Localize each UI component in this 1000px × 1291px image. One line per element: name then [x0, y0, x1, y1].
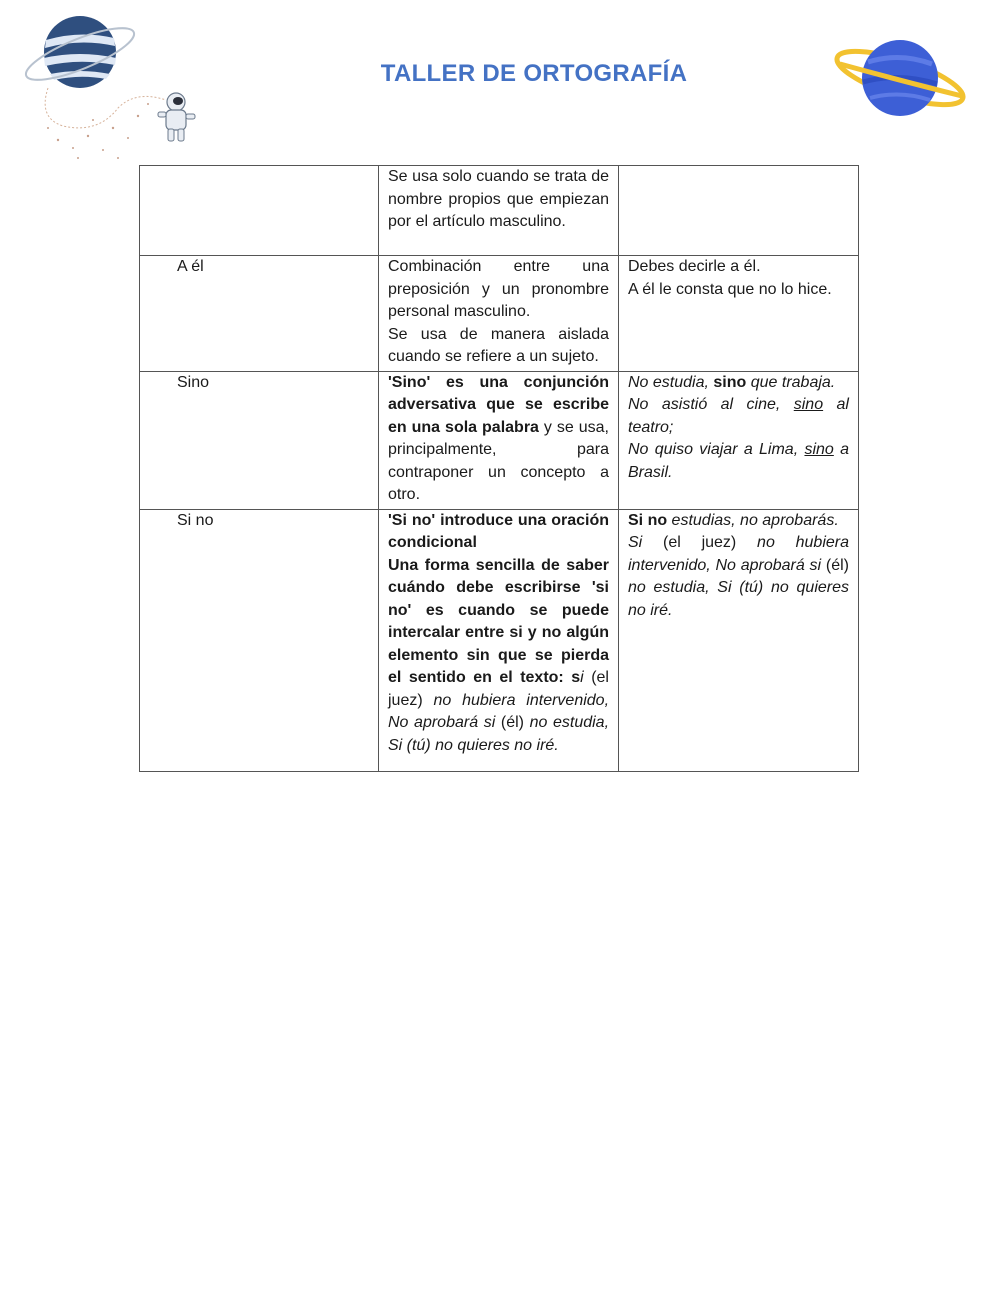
- definition-bold-text: 'Sino' es una conjunción adversativa que se escribe en una sola palabra: [388, 373, 609, 436]
- example-part: que trabaja.: [746, 373, 836, 391]
- definition-text: y se usa, principalmente, para contraponer un concepto a otro.: [388, 418, 609, 503]
- definition-cell: [379, 371, 619, 509]
- term-cell: Si no: [140, 509, 379, 771]
- example-part: (él): [821, 556, 849, 574]
- example-keyword: Si no: [628, 511, 668, 529]
- definition-cell: [379, 509, 619, 771]
- term-cell: Sino: [140, 371, 379, 509]
- definition-text: no hubiera intervenido, No aprobará si: [388, 691, 610, 731]
- definition-text: (el juez): [388, 669, 609, 709]
- definition-text: (él): [495, 714, 530, 731]
- example-part: No asistió al cine,: [628, 396, 794, 413]
- tether-dots: [45, 88, 166, 159]
- example-text: [628, 372, 849, 395]
- definition-cell: [379, 256, 619, 372]
- example-part: Si: [628, 534, 643, 551]
- definition-bold-text: Una forma sencilla de saber cuándo debe escribirse 'si no' es cuando se puede intercalar entre si y no algún elemento sin que se pierda el sentido en el texto: s: [388, 556, 609, 686]
- table-row: [140, 509, 859, 771]
- example-text: [628, 394, 849, 439]
- astronaut-icon: [158, 93, 195, 141]
- example-keyword: sino: [804, 441, 834, 458]
- example-part: no estudia, Si (tú) no quieres no iré.: [628, 579, 849, 619]
- definition-text: Se usa de manera aislada cuando se refiere a un sujeto.: [388, 325, 609, 365]
- term-cell: A él: [140, 256, 379, 372]
- example-text: Debes decirle a él.: [628, 258, 761, 275]
- examples-cell: [619, 256, 859, 372]
- example-part: no hubiera intervenido, No aprobará si: [628, 534, 849, 574]
- example-part: al teatro;: [628, 396, 849, 436]
- definition-bold-text: 'Si no' introduce una oración condicional: [388, 511, 609, 551]
- table-row: [140, 256, 859, 372]
- examples-cell: [619, 509, 859, 771]
- definition-text: Combinación entre una preposición y un pronombre personal masculino.: [388, 258, 609, 320]
- example-text: A él le consta que no lo hice.: [628, 280, 832, 298]
- definition-text: i: [580, 669, 584, 686]
- table-row: [140, 371, 859, 509]
- example-part: (el juez): [642, 534, 758, 551]
- example-keyword: sino: [793, 396, 824, 413]
- example-text: [628, 439, 849, 484]
- definition-text: no estudia, Si (tú) no quieres no iré.: [388, 714, 610, 754]
- planet-astronaut-decoration: [18, 8, 203, 168]
- example-part: No quiso viajar a Lima,: [628, 441, 805, 458]
- example-keyword: sino: [713, 373, 747, 391]
- example-part: estudias, no aprobarás.: [667, 511, 839, 529]
- examples-cell: [619, 371, 859, 509]
- spelling-table: [139, 165, 859, 772]
- definition-cell: Se usa solo cuando se trata de nombre propios que empiezan por el artículo masculino.: [379, 166, 619, 256]
- example-text: [628, 510, 849, 533]
- example-part: No estudia,: [628, 373, 714, 391]
- table-row: [140, 166, 859, 256]
- term-cell: [140, 166, 379, 256]
- examples-cell: [619, 166, 859, 256]
- example-part: a Brasil.: [628, 441, 850, 481]
- page-title: TALLER DE ORTOGRAFÍA: [380, 60, 688, 87]
